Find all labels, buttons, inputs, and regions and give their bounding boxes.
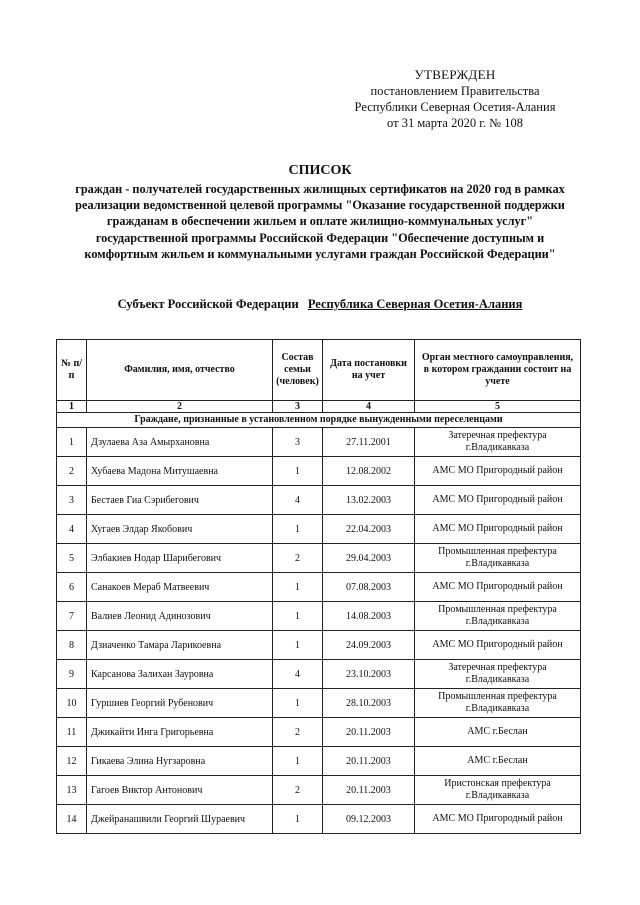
row-number: 3 — [57, 486, 87, 515]
row-org: АМС МО Пригородный район — [415, 573, 581, 602]
header-family: Состав семьи (человек) — [273, 340, 323, 401]
row-org: Промышленная префектура г.Владикавказа — [415, 544, 581, 573]
table-row — [57, 515, 581, 544]
row-family: 3 — [273, 428, 323, 457]
approval-title: УТВЕРЖДЕН — [414, 67, 496, 82]
table-row — [57, 660, 581, 689]
row-org: АМС МО Пригородный район — [415, 631, 581, 660]
table-row — [57, 776, 581, 805]
row-fio: Дзиаченко Тамара Ларикоевна — [87, 631, 273, 660]
row-number: 9 — [57, 660, 87, 689]
row-org: АМС МО Пригородный район — [415, 457, 581, 486]
approval-line-3: от 31 марта 2020 г. № 108 — [387, 116, 523, 130]
document-subtitle: граждан - получателей государственных жилищных сертификатов на 2020 год в рамках реализации ведомственной целевой программы "Оказание государственной поддержки гражданам в обеспечении жильем и оплате жилищно-коммунальных услуг" государственной программы Российской Федерации "Обеспечение доступным и комфортным жильем и коммунальными услугами граждан Российской Федерации" — [75, 182, 565, 261]
row-number: 2 — [57, 457, 87, 486]
row-fio: Джейранашвили Георгий Шураевич — [87, 805, 273, 834]
row-family: 4 — [273, 486, 323, 515]
row-fio: Гуршиев Георгий Рубенович — [87, 689, 273, 718]
column-number-row — [57, 401, 581, 413]
row-org: Промышленная префектура г.Владикавказа — [415, 689, 581, 718]
row-family: 1 — [273, 515, 323, 544]
row-org: АМС г.Беслан — [415, 718, 581, 747]
row-org: Затеречная префектура г.Владикавказа — [415, 428, 581, 457]
table-row — [57, 602, 581, 631]
subject-line — [0, 297, 640, 312]
column-number: 4 — [323, 401, 415, 413]
row-date: 20.11.2003 — [323, 747, 415, 776]
row-fio: Валиев Леонид Адинозович — [87, 602, 273, 631]
row-org: АМС МО Пригородный район — [415, 486, 581, 515]
row-number: 7 — [57, 602, 87, 631]
row-date: 07.08.2003 — [323, 573, 415, 602]
table-row — [57, 689, 581, 718]
table-row — [57, 573, 581, 602]
table-row — [57, 486, 581, 515]
approval-block — [340, 67, 570, 131]
column-number: 3 — [273, 401, 323, 413]
row-fio: Гикаева Элина Нугзаровна — [87, 747, 273, 776]
row-fio: Гагоев Виктор Антонович — [87, 776, 273, 805]
row-family: 1 — [273, 602, 323, 631]
row-fio: Хубаева Мадона Митушаевна — [87, 457, 273, 486]
row-org: АМС МО Пригородный район — [415, 805, 581, 834]
row-number: 4 — [57, 515, 87, 544]
row-number: 5 — [57, 544, 87, 573]
row-family: 2 — [273, 718, 323, 747]
row-family: 1 — [273, 689, 323, 718]
row-family: 1 — [273, 631, 323, 660]
row-org: Промышленная префектура г.Владикавказа — [415, 602, 581, 631]
header-date: Дата постановки на учет — [323, 340, 415, 401]
table-row — [57, 457, 581, 486]
row-fio: Бестаев Гиа Сэрибегович — [87, 486, 273, 515]
group-label: Граждане, признанные в установленном порядке вынужденными переселенцами — [57, 413, 581, 428]
row-number: 10 — [57, 689, 87, 718]
row-family: 4 — [273, 660, 323, 689]
approval-line-1: постановлением Правительства — [370, 84, 540, 98]
row-date: 23.10.2003 — [323, 660, 415, 689]
header-fio: Фамилия, имя, отчество — [87, 340, 273, 401]
row-date: 12.08.2002 — [323, 457, 415, 486]
recipients-table — [56, 339, 581, 834]
table-row — [57, 747, 581, 776]
row-family: 2 — [273, 776, 323, 805]
header-number: № п/п — [57, 340, 87, 401]
group-row — [57, 413, 581, 428]
approval-line-2: Республики Северная Осетия-Алания — [354, 100, 556, 114]
row-number: 14 — [57, 805, 87, 834]
row-fio: Элбакиев Нодар Шарибегович — [87, 544, 273, 573]
table-row — [57, 428, 581, 457]
table-row — [57, 631, 581, 660]
row-org: Иристонская префектура г.Владикавказа — [415, 776, 581, 805]
column-number: 5 — [415, 401, 581, 413]
header-org: Орган местного самоуправления, в котором граждании состоит на учете — [415, 340, 581, 401]
row-number: 6 — [57, 573, 87, 602]
row-family: 2 — [273, 544, 323, 573]
row-fio: Хугаев Элдар Якобович — [87, 515, 273, 544]
row-org: АМС МО Пригородный район — [415, 515, 581, 544]
row-fio: Дзулаева Аза Амырхановна — [87, 428, 273, 457]
subject-label: Субъект Российской Федерации — [117, 297, 299, 311]
column-number: 1 — [57, 401, 87, 413]
row-date: 29.04.2003 — [323, 544, 415, 573]
row-date: 27.11.2001 — [323, 428, 415, 457]
row-org: АМС г.Беслан — [415, 747, 581, 776]
header-row — [57, 340, 581, 401]
row-family: 1 — [273, 457, 323, 486]
table-row — [57, 805, 581, 834]
document-title: СПИСОК — [288, 163, 352, 178]
row-fio: Джикайти Инга Григорьевна — [87, 718, 273, 747]
row-number: 8 — [57, 631, 87, 660]
row-date: 13.02.2003 — [323, 486, 415, 515]
row-fio: Карсанова Залихан Зауровна — [87, 660, 273, 689]
row-family: 1 — [273, 747, 323, 776]
row-number: 11 — [57, 718, 87, 747]
row-number: 12 — [57, 747, 87, 776]
row-date: 28.10.2003 — [323, 689, 415, 718]
row-date: 14.08.2003 — [323, 602, 415, 631]
row-number: 1 — [57, 428, 87, 457]
row-date: 09.12.2003 — [323, 805, 415, 834]
row-fio: Санакоев Мераб Матвеевич — [87, 573, 273, 602]
row-number: 13 — [57, 776, 87, 805]
column-number: 2 — [87, 401, 273, 413]
row-date: 22.04.2003 — [323, 515, 415, 544]
subject-value: Республика Северная Осетия-Алания — [307, 297, 523, 311]
row-date: 20.11.2003 — [323, 718, 415, 747]
row-date: 20.11.2003 — [323, 776, 415, 805]
table-row — [57, 718, 581, 747]
row-family: 1 — [273, 805, 323, 834]
table-row — [57, 544, 581, 573]
row-family: 1 — [273, 573, 323, 602]
row-date: 24.09.2003 — [323, 631, 415, 660]
row-org: Затеречная префектура г.Владикавказа — [415, 660, 581, 689]
